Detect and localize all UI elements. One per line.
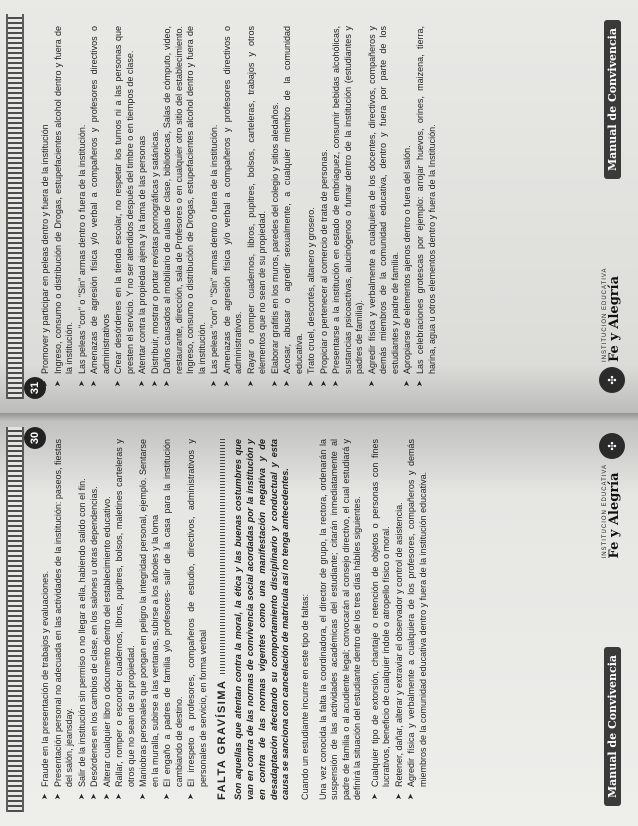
list-item-text: Promover y participar en peleas dentro y fuera de la institución [40, 124, 50, 374]
list-item-text: Propiciar o pertenecer al comercio de trata de personas. [318, 149, 329, 374]
list-item [150, 26, 162, 387]
list-item [77, 439, 89, 800]
list-item [270, 26, 282, 387]
section-title-rule [220, 439, 225, 674]
arrow-bullet-icon: ➤ [52, 793, 62, 800]
list-item [113, 26, 136, 387]
list-item [138, 439, 161, 800]
list-item-text: Atentar contra la propiedad ajena y la fama de las personas [137, 135, 148, 374]
arrow-bullet-icon: ➤ [331, 380, 341, 387]
list-item [40, 26, 52, 387]
list-item [114, 439, 137, 800]
list-item-text: Salir de la institución sin permiso o no llegar a ella, habiendo salido con el fin. [76, 478, 87, 787]
fe-y-alegria-logo-icon: ✣ [599, 367, 625, 393]
list-item-text: Distribuir, mostrar o portar revistas pornográficas y satánicas. [149, 129, 160, 374]
arrow-bullet-icon: ➤ [89, 380, 99, 387]
arrow-bullet-icon: ➤ [282, 380, 292, 387]
list-item [402, 26, 414, 387]
arrow-bullet-icon: ➤ [406, 793, 416, 800]
logo-small-text: INSTITUCION EDUCATIVA [602, 267, 609, 362]
list-item-text: Alterar cualquier libro o documento dentro del establecimiento educativo. [101, 496, 112, 787]
list-item-text: Agredir física y verbalmente a cualquiera de los profesores, compañeros y demás miembros de la comunidad educativa dentro y fuera de la institución educativa. [406, 439, 428, 787]
logo-big-text: Fe y Alegría [607, 472, 623, 559]
list-item [209, 26, 221, 387]
page-30-content [40, 439, 588, 800]
list-item [40, 439, 52, 800]
section-title-text: FALTA GRAVÍSIMA [216, 679, 229, 800]
bullet-list-right [40, 26, 438, 387]
arrow-bullet-icon: ➤ [393, 793, 403, 800]
list-item-text: Acosar, abusar o agredir sexualmente, a cualquier miembro de la comunidad educativa. [282, 26, 304, 374]
list-item-text: Maniobras personales que pongan en peligro la integridad personal, ejemplo. Sentarse en la muralla, subirse a las ventanas, subirse a los árboles y la loma [138, 439, 160, 787]
list-item-text: Las peleas "con" o "Sin" armas dentro o fuera de la institución. [76, 124, 87, 374]
list-item-text: Ingreso, consumo o distribución de Drogas, estupefacientes alcohol dentro y fuera de la institución. [52, 26, 75, 374]
list-item-text: Amenazas de agresión física y/o verbal a compañeros y profesores directivos o administrativos [89, 26, 111, 374]
arrow-bullet-icon: ➤ [269, 380, 279, 387]
list-item [162, 439, 185, 800]
list-item [222, 26, 245, 387]
arrow-bullet-icon: ➤ [89, 793, 99, 800]
arrow-bullet-icon: ➤ [318, 380, 328, 387]
logo-small-text: INSTITUCION EDUCATIVA [602, 464, 609, 559]
list-item-text: Fraude en la presentación de trabajos y evaluaciones. [40, 570, 50, 787]
page-31-footer [596, 20, 628, 393]
list-item-text: Retener, dañar, alterar y extraviar el observador y control de asistencia. [393, 502, 404, 787]
list-item [406, 439, 429, 800]
paragraph-procedure: Una vez conocida la falta la coordinadora, el director de grupo, la rectora, ordenarán la suspensión de las actividades académicas del estudiante; citarán inmediatamente al padre de familia o al acudiente legal; convocarán al consejo directivo, el cual estudiará y definirá la situación del estudiante dentro de los tres días hábiles siguientes. [317, 439, 363, 800]
arrow-bullet-icon: ➤ [52, 380, 62, 387]
section-title [215, 439, 229, 800]
list-item [162, 26, 208, 387]
list-item-text: Presentarse a la institución en estado de embriaguez, consumir bebidas alcohólicas, sustancias psicoactivas, alucinógenos o fumar dentro de la institución (estudiantes y padres de familia). [331, 26, 365, 374]
list-item-text: Trato cruel, descortés, altanero y grosero. [306, 207, 317, 374]
list-item-text: Desórdenes en los cambios de clase, en los salones u otras dependencias. [89, 486, 100, 787]
list-item [186, 439, 209, 800]
definition-text: Son aquellas que atentan contra la moral, la ética y las buenas costumbres que van en contra de las normas de convivencia social acordadas por la institución y en contra de las normas vigentes como una manifestación negativa y de desadaptación afectando su comportamiento disciplinario y conductual y esta causa se sanciona con cancelación de matricula así no tenga antecedentes. [233, 439, 291, 800]
list-item-text: El irrespeto a profesores, compañeros de estudio, directivos, administrativos y personales de servicio, en forma verbal [186, 439, 208, 787]
arrow-bullet-icon: ➤ [162, 793, 172, 800]
list-item-text: Agredir física y verbalmente a cualquiera de los docentes, directivos, compañeros y demás miembros de la comunidad educativa, dentro y fuera por parte de los estudiantes y padre de familia. [366, 26, 400, 374]
list-item [89, 26, 112, 387]
list-item-text: Cualquier tipo de extorsión, chantaje o retención de objetos o personas con fines lucrativos, beneficio de cualquier índole o atropello físico o moral. [369, 439, 392, 787]
list-item [89, 439, 101, 800]
list-item-text: Daños causados al mobiliario de aulas de clase, bibliotecas, Salas de cómputo, video, restaurante, dirección, sala de Profesores o en cualquier otro sitio del establecimiento. Ingreso, consumo o distribución de Drogas, estupefacientes alcohol dentro y fuera de la institución. [162, 26, 207, 374]
arrow-bullet-icon: ➤ [76, 793, 86, 800]
list-item-text: Las peleas "con" o "Sin" armas dentro o fuera de la institución. [209, 124, 220, 374]
arrow-bullet-icon: ➤ [138, 793, 148, 800]
arrow-bullet-icon: ➤ [76, 380, 86, 387]
arrow-bullet-icon: ➤ [40, 380, 49, 387]
list-item [394, 439, 406, 800]
spiral-binding [6, 427, 24, 812]
page-30 [0, 413, 638, 826]
arrow-bullet-icon: ➤ [137, 380, 147, 387]
arrow-bullet-icon: ➤ [113, 380, 123, 387]
list-item-text: Rayar o romper cuadernos, libros, pupitres, bolsos, carteleras, trabajos y otros elementos que no sean de su propiedad. [245, 26, 268, 374]
list-item [331, 26, 366, 387]
arrow-bullet-icon: ➤ [402, 380, 412, 387]
paragraph-intro: Cuando un estudiante incurre en este tipo de faltas: [300, 593, 311, 800]
list-item [53, 439, 76, 800]
list-item-text: Rallar, romper o esconder cuadernos, libros, pupitres, bolsos, maletines carteleras y otros que no sean de su propiedad. [114, 439, 136, 787]
arrow-bullet-icon: ➤ [245, 380, 255, 387]
page-30-footer [596, 433, 628, 806]
manual-banner: Manual de Convivencia [604, 20, 621, 179]
list-item [246, 26, 269, 387]
arrow-bullet-icon: ➤ [149, 380, 159, 387]
list-item [319, 26, 331, 387]
list-item-text: Las celebraciones grotescas por ejemplo: arrojar huevos, orines, maizena, tierra, harina, agua u otros elementos dentro y fuera de la Institución. [414, 26, 437, 374]
list-item [137, 26, 149, 387]
list-item-text: Apropiarse de elementos ajenos dentro o fuera del salón. [402, 145, 413, 374]
list-item [102, 439, 114, 800]
list-item [415, 26, 438, 387]
arrow-bullet-icon: ➤ [40, 793, 49, 800]
logo-big-text: Fe y Alegría [607, 276, 623, 362]
list-item [77, 26, 89, 387]
arrow-bullet-icon: ➤ [366, 380, 376, 387]
arrow-bullet-icon: ➤ [306, 380, 316, 387]
arrow-bullet-icon: ➤ [162, 380, 172, 387]
arrow-bullet-icon: ➤ [414, 380, 424, 387]
institution-logo [599, 268, 625, 393]
list-item-text: Amenazas de agresión física y/o verbal a compañeros y profesores directivos o administrativos. [221, 26, 244, 374]
list-item-text: El engaño a padres de familia y/o profesores- salir de la casa para la institución cambiando de destino. [162, 439, 184, 787]
arrow-bullet-icon: ➤ [209, 380, 219, 387]
page-number-31: 31 [24, 377, 46, 399]
list-item [370, 439, 393, 800]
arrow-bullet-icon: ➤ [101, 793, 111, 800]
list-item [367, 26, 402, 387]
list-item [306, 26, 318, 387]
page-number-30: 30 [24, 427, 46, 449]
list-item-text: Elaborar grafitis en los muros, paredes del colegio y sitios aledaños. [269, 102, 280, 374]
institution-logo [599, 433, 625, 558]
bullet-list-bottom [370, 439, 430, 800]
arrow-bullet-icon: ➤ [186, 793, 196, 800]
page-31-content [40, 26, 588, 387]
list-item-text: Presentación personal no adecuada en las actividades de la institución: paseos, fiestas del salón, jeansday. [52, 439, 75, 787]
arrow-bullet-icon: ➤ [369, 793, 379, 800]
manual-banner: Manual de Convivencia [604, 647, 621, 806]
list-item [282, 26, 305, 387]
spiral-binding [6, 14, 24, 399]
list-item [53, 26, 76, 387]
list-item-text: Crear desórdenes en la tienda escolar, no respetar los turnos ni a las personas que presten el servicio. Y no ser atendidos después del timbre o en tiempos de clase. [113, 26, 135, 374]
arrow-bullet-icon: ➤ [114, 793, 124, 800]
bullet-list-top [40, 439, 209, 800]
arrow-bullet-icon: ➤ [221, 380, 231, 387]
fe-y-alegria-logo-icon: ✣ [599, 433, 625, 459]
